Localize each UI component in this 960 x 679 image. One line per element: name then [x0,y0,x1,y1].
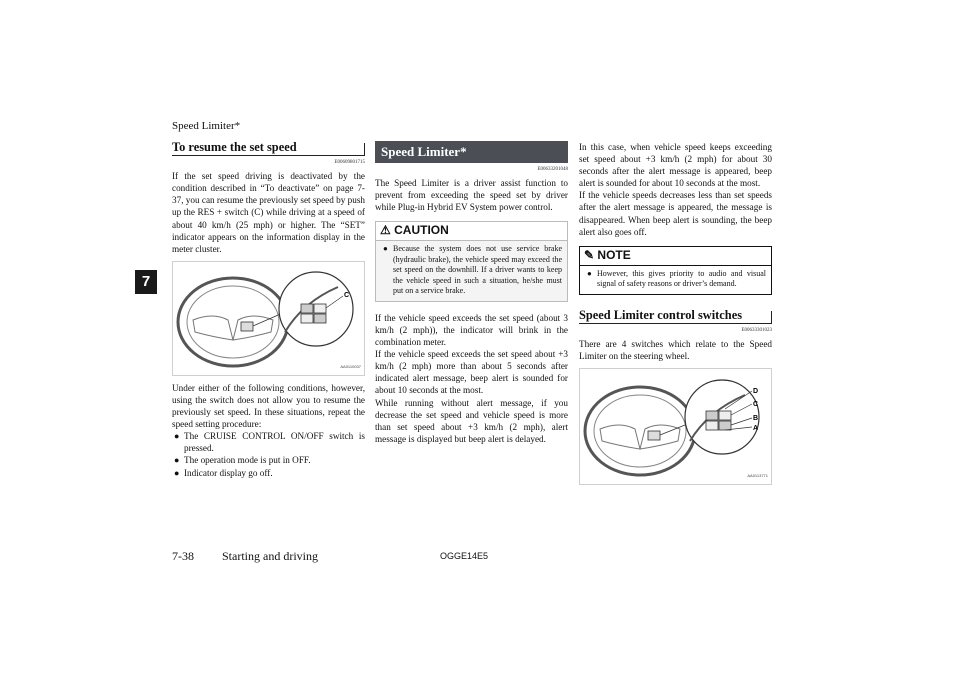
page-number: 7-38 [172,549,194,563]
bullet-icon: ● [383,244,388,254]
paragraph: In this case, when vehicle speed keeps exceeding set speed about +3 km/h (2 mph) for about 30 seconds after the alert message is appeared, beep alert is sounded for about 10 seconds at the most. [579,142,772,189]
section-heading-switches: Speed Limiter control switches [579,309,772,324]
bullet-icon: ● [174,455,180,466]
steering-wheel-illustration [173,262,364,375]
figure-code: AA0110037 [340,363,361,369]
note-item: ● However, this gives priority to audio and visual signal of safety reasons or driver’s demand. [587,268,766,289]
paragraph: While running without alert message, if you decrease the set speed and vehicle speed is more than set speed about +3 km/h (2 mph), alert message is displayed but beep alert is delayed. [375,397,568,444]
column-2 [375,141,568,445]
section-title-bar: Speed Limiter* [375,141,568,163]
bullet-icon: ● [587,268,592,278]
callout-label-a: A [753,425,759,433]
paragraph: The Speed Limiter is a driver assist function to prevent from exceeding the speed set by driver while Plug-in Hybrid EV System power control. [375,178,568,213]
running-head: Speed Limiter* [172,120,241,132]
section-code: E00633301023 [741,327,772,333]
steering-wheel-switches-illustration [580,369,771,484]
paragraph: There are 4 switches which relate to the Speed Limiter on the steering wheel. [579,338,772,362]
callout-label-c: C [344,291,350,299]
warning-triangle-icon: ⚠ [380,223,391,238]
steering-wheel-figure [172,261,365,376]
caution-item: ● Because the system does not use service brake (hydraulic brake), the vehicle speed may exceed the set speed on the downhill. If a driver wants to keep the vehicle speed in such a situation, he/she must put on a service brake. [383,244,562,296]
paragraph: Under either of the following conditions, however, using the switch does not allow you to resume the previously set speed. In these situations, repeat the speed setting procedure: [172,382,365,430]
callout-label-d: D [753,388,759,396]
document-code: OGGE14E5 [440,551,489,561]
bullet-icon: ● [174,431,180,442]
caution-header: ⚠ CAUTION [376,222,567,241]
bullet-item: ● The CRUISE CONTROL ON/OFF switch is pressed. [174,431,365,454]
note-header: ✎ NOTE [580,247,771,266]
column-3 [579,141,772,491]
bullet-icon: ● [174,467,180,478]
paragraph: If the vehicle speed exceeds the set speed about +3 km/h (2 mph) more than about 5 seconds after indicated alert message, beep alert is sounded for about 10 seconds at the most. [375,349,568,396]
chapter-tab: 7 [135,270,157,294]
paragraph: If the set speed driving is deactivated by the condition described in “To deactivate” on page 7-37, you can resume the previously set speed by push up the RES + switch (C) while driving at a speed of about 40 km/h (25 mph) or higher. The “SET” indicator appears on the information display in the meter cluster. [172,171,365,254]
section-heading-resume: To resume the set speed [172,141,365,156]
column-1 [172,141,365,479]
chapter-name: Starting and driving [222,549,318,563]
caution-box [375,221,568,302]
paragraph: If the vehicle speed exceeds the set speed (about 3 km/h (2 mph)), the indicator will brink in the combination meter. [375,312,568,348]
paragraph: If the vehicle speeds decreases less than set speeds after the alert message is appeared, the message is disappeared. When beep alert is sounding, the beep alert also goes off. [579,190,772,237]
figure-code: AA0113771 [747,473,768,479]
control-switches-figure [579,368,772,485]
section-code: E00609801715 [334,160,365,166]
note-hand-icon: ✎ [584,247,595,262]
note-box [579,246,772,295]
bullet-item: ● Indicator display go off. [174,467,273,478]
callout-label-c: C [753,401,759,409]
callout-label-b: B [753,415,759,423]
bullet-item: ● The operation mode is put in OFF. [174,455,311,466]
section-code: E00633201048 [537,167,568,172]
